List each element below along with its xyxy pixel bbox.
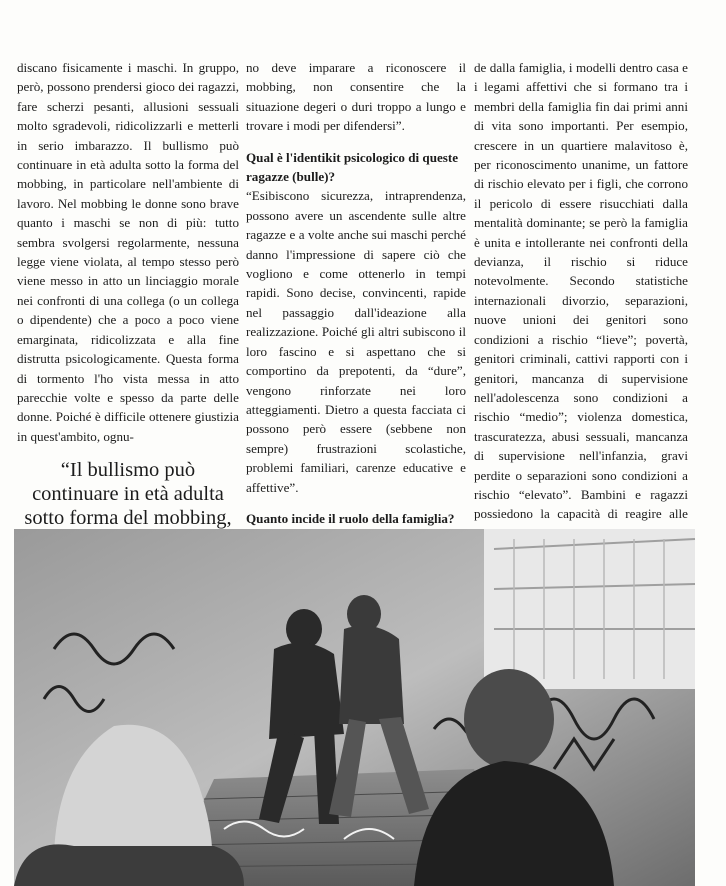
text-column-1 <box>17 58 239 530</box>
text-column-2 <box>246 58 466 526</box>
interview-question: Qual è l'identikit psicologico di queste ragazze (bulle)? <box>246 149 459 185</box>
text-column-3 <box>474 58 688 522</box>
pull-quote: “Il bullismo può continuare in età adulta sotto forma del mobbing, <box>24 459 232 530</box>
body-paragraph: discano fisicamente i maschi. In gruppo, però, possono prendersi gioco dei ragazzi, fare scherzi pesanti, allusioni sessuali molto sgradevoli, ridicolizzarli e metterli in serio imbarazzo. Il bullismo può continuare in età adulta sotto la forma del mobbing, in particolare nell'ambiente di lavoro. Nel mobbing le donne sono brave quanto i maschi se non di più: tutto sembra svolgersi regolarmente, nessuna legge viene violata, al tempo stesso però viene messo in atto un linciaggio morale nei confronti di una collega (o un collega o dipendente) che a poco a poco viene emarginata, ridicolizzata e alla fine distrutta psicologicamente. Questa forma di tormento l'ho vista messa in atto parecchie volte e spesso da parte delle donne. Poiché è difficile ottenere giustizia in quest'ambito, ognu- <box>17 60 239 444</box>
article-photo <box>14 529 695 886</box>
body-paragraph: no deve imparare a riconoscere il mobbing, non consentire che la situazione degeri o duri troppo a lungo e trovare i modi per difendersi”. <box>246 60 466 134</box>
photo-illustration <box>14 529 695 886</box>
body-paragraph: “Esibiscono sicurezza, intraprendenza, possono avere un ascendente sulle altre ragazze e a volte anche sui maschi perché danno l'impressione di sapere ciò che vogliono e come ottenerlo in tempi rapidi. Sono decise, convincenti, rapide nel passaggio dall'ideazione alla realizzazione. Poiché gli altri subiscono il loro fascino e si aspettano che si comportino da prepotenti, da “dure”, vengono rinforzate nei loro atteggiamenti. Dietro a questa facciata ci possono però essere (sebbene non sempre) frustrazioni scolastiche, problemi familiari, carenze educative e affettive”. <box>246 188 466 495</box>
body-paragraph: de dalla famiglia, i modelli dentro casa e i legami affettivi che si formano tra i membri della famiglia fin dai primi anni di vita sono importanti. Per esempio, crescere in un quartiere malavitoso è, per riconoscimento unanime, un fattore di rischio elevato per i figli, che corrono il pericolo di essere risucchiati dalla mentalità dominante; se però la famiglia è unita e intollerante nei confronti della devianza, il rischio si riduce notevolmente. Secondo statistiche internazionali divorzio, separazioni, nuove unioni dei genitori sono condizioni a rischio “lieve”; povertà, genitori criminali, cattivi rapporti con i genitori, mancanza di supervisione nell'adolescenza sono condizioni a rischio “medio”; violenza domestica, trascuratezza, abusi sessuali, mancanza di supervisione nell'infanzia, gravi perdite o separazioni sono condizioni a rischio “elevato”. Bambini e ragazzi possiedono la capacità di reagire alle <box>474 60 688 522</box>
interview-question: Quanto incide il ruolo della famiglia? <box>246 510 455 526</box>
